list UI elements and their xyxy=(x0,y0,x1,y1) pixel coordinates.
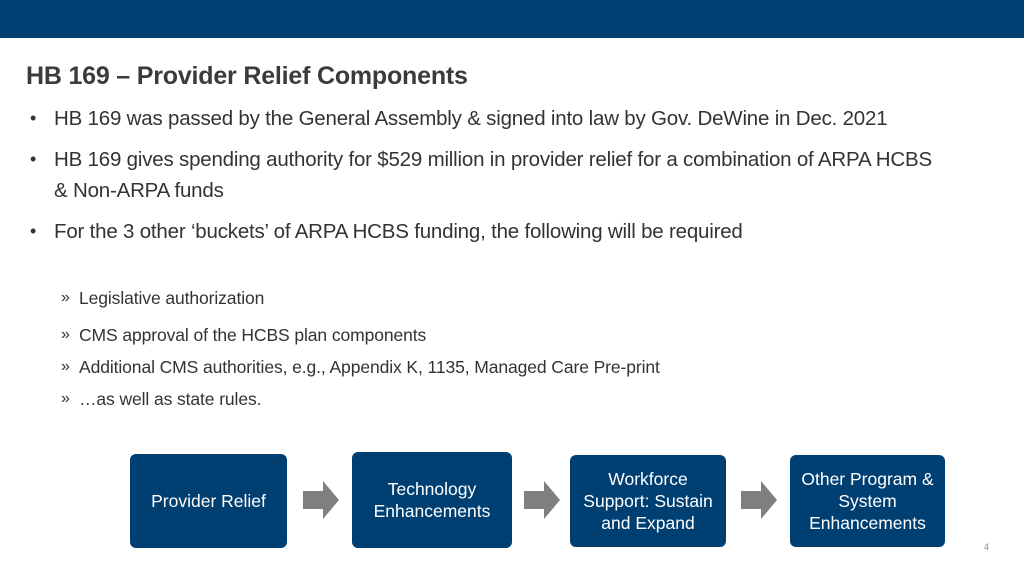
step-workforce-support: Workforce Support: Sustain and Expand xyxy=(570,455,726,547)
sub-bullet-glyph: » xyxy=(61,289,70,306)
right-arrow-icon xyxy=(741,481,777,519)
sub-bullet-item xyxy=(61,387,660,411)
step-provider-relief: Provider Relief xyxy=(130,454,287,548)
sub-bullet-text: Legislative authorization xyxy=(79,288,265,308)
sub-bullet-item xyxy=(61,355,660,379)
page-number: 4 xyxy=(984,542,990,552)
bullet-text: HB 169 gives spending authority for $529 million in provider relief for a combination of ARPA HCBS & Non-ARPA funds xyxy=(54,148,932,202)
step-technology-enhancements: Technology Enhancements xyxy=(352,452,512,548)
slide-title: HB 169 – Provider Relief Components xyxy=(26,62,468,90)
bullet-text: HB 169 was passed by the General Assembly & signed into law by Gov. DeWine in Dec. 2021 xyxy=(54,107,888,130)
sub-bullet-item xyxy=(61,286,660,310)
bullet-glyph: • xyxy=(30,108,37,128)
sub-bullet-text: Additional CMS authorities, e.g., Appendix K, 1135, Managed Care Pre-print xyxy=(79,357,660,377)
bullet-item xyxy=(30,144,950,206)
sub-bullet-text: CMS approval of the HCBS plan components xyxy=(79,325,427,345)
bullet-list xyxy=(30,103,950,247)
sub-bullet-list xyxy=(61,286,660,411)
bullet-item xyxy=(30,216,950,247)
right-arrow-icon xyxy=(303,481,339,519)
sub-bullet-glyph: » xyxy=(61,326,70,343)
bullet-glyph: • xyxy=(30,221,37,241)
sub-bullet-glyph: » xyxy=(61,358,70,375)
right-arrow-icon xyxy=(524,481,560,519)
sub-bullet-glyph: » xyxy=(61,390,70,407)
sub-bullet-item xyxy=(61,323,660,347)
step-other-program-enhancements: Other Program & System Enhancements xyxy=(790,455,945,547)
bullet-item xyxy=(30,103,950,134)
header-bar xyxy=(0,0,1024,38)
bullet-text: For the 3 other ‘buckets’ of ARPA HCBS funding, the following will be required xyxy=(54,220,743,243)
sub-bullet-text: …as well as state rules. xyxy=(79,389,262,409)
bullet-glyph: • xyxy=(30,149,37,169)
